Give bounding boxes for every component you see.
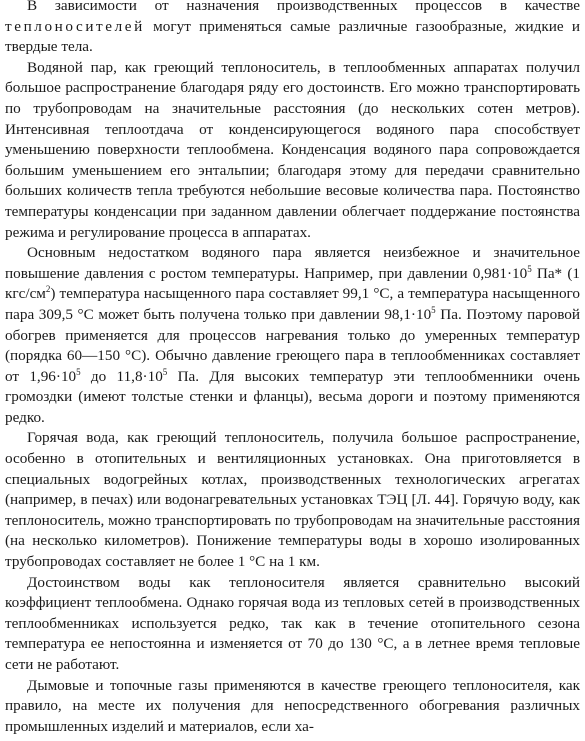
text-run: ) температура насыщенного пара составляет 99,1 °С, а температура насыщенного пара 309,5 °С может быть получена только при давлении 98,1·10	[5, 285, 580, 323]
text-run: Основным недостатком водяного пара является неизбежное и значительное повышение давления с ростом температуры. Например, при давлении 0,981·10	[5, 244, 580, 282]
paragraph-3	[5, 243, 580, 428]
superscript: 5	[527, 263, 532, 274]
paragraph-5	[5, 573, 580, 676]
text-run: Па. Поэтому паровой обогрев применяется для процессов нагревания только до умеренных температур (порядка 60—150 °С). Обычно давление греющего пара в теплообменниках составляет от 1,96·10	[5, 305, 580, 385]
text-run: Горячая вода, как греющий теплоноситель, получила большое распространение, особенно в отопительных и вентиляционных установках. Она приготовляется в специальных водогрейных котлах, производственных технологических агрегатах (например, в печах) или водонагревательных установках ТЭЦ [Л. 44]. Горячую воду, как теплоноситель, можно транспортировать по трубопроводам на значительные расстояния (на несколько километров). Понижение температуры воды в хорошо изолированных трубопроводах составляет не более 1 °С на 1 км.	[5, 429, 580, 571]
superscript: 2	[45, 284, 51, 295]
paragraph-2	[5, 58, 580, 243]
text-run: Дымовые и топочные газы применяются в качестве греющего теплоносителя, как правило, на месте их получения для непосредственного обогревания различных промышленных изделий и материалов, если ха-	[5, 676, 580, 735]
superscript: 5	[431, 304, 436, 315]
superscript: 5	[162, 366, 168, 377]
text-run: В зависимости от назначения производственных процессов в качестве	[27, 0, 580, 14]
text-run: могут применяться самые различные газообразные, жидкие и твердые тела.	[5, 17, 580, 56]
text-run: Достоинством воды как теплоносителя является сравнительно высокий коэффициент теплообмена. Однако горячая вода из тепловых сетей в производственных теплообменниках используется редко, так как в течение отопительного сезона температура ее непостоянна и изменяется от 70 до 130 °С, а в летнее время тепловые сети не работают.	[5, 573, 580, 673]
text-run: Па. Для высоких температур эти теплообменники очень громоздки (имеют толстые стенки и фланцы), весьма дороги и поэтому применяются редко.	[5, 367, 580, 426]
paragraph-4	[5, 428, 580, 572]
text-run: до 11,8·10	[80, 367, 163, 385]
superscript: 5	[76, 366, 81, 377]
text-run: Па* (1 кгс/см	[5, 264, 580, 303]
spaced-term: теплоносителей	[5, 17, 145, 35]
paragraph-6	[5, 676, 580, 738]
text-run: Водяной пар, как греющий теплоноситель, в теплообменных аппаратах получил большое распространение благодаря ряду его достоинств. Его можно транспортировать по трубопроводам на значительные расстояния (до нескольких сотен метров). Интенсивная теплоотдача от конденсирующегося водяного пара способствует уменьшению поверхности теплообмена. Конденсация водяного пара сопровождается большим уменьшением его энтальпии; благодаря этому для передачи сравнительно больших количеств тепла требуются небольшие весовые количества пара. Постоянство температуры конденсации при заданном давлении облегчает поддержание постоянства режима и регулирование процесса в аппаратах.	[5, 58, 580, 241]
paragraph-1	[5, 0, 580, 58]
